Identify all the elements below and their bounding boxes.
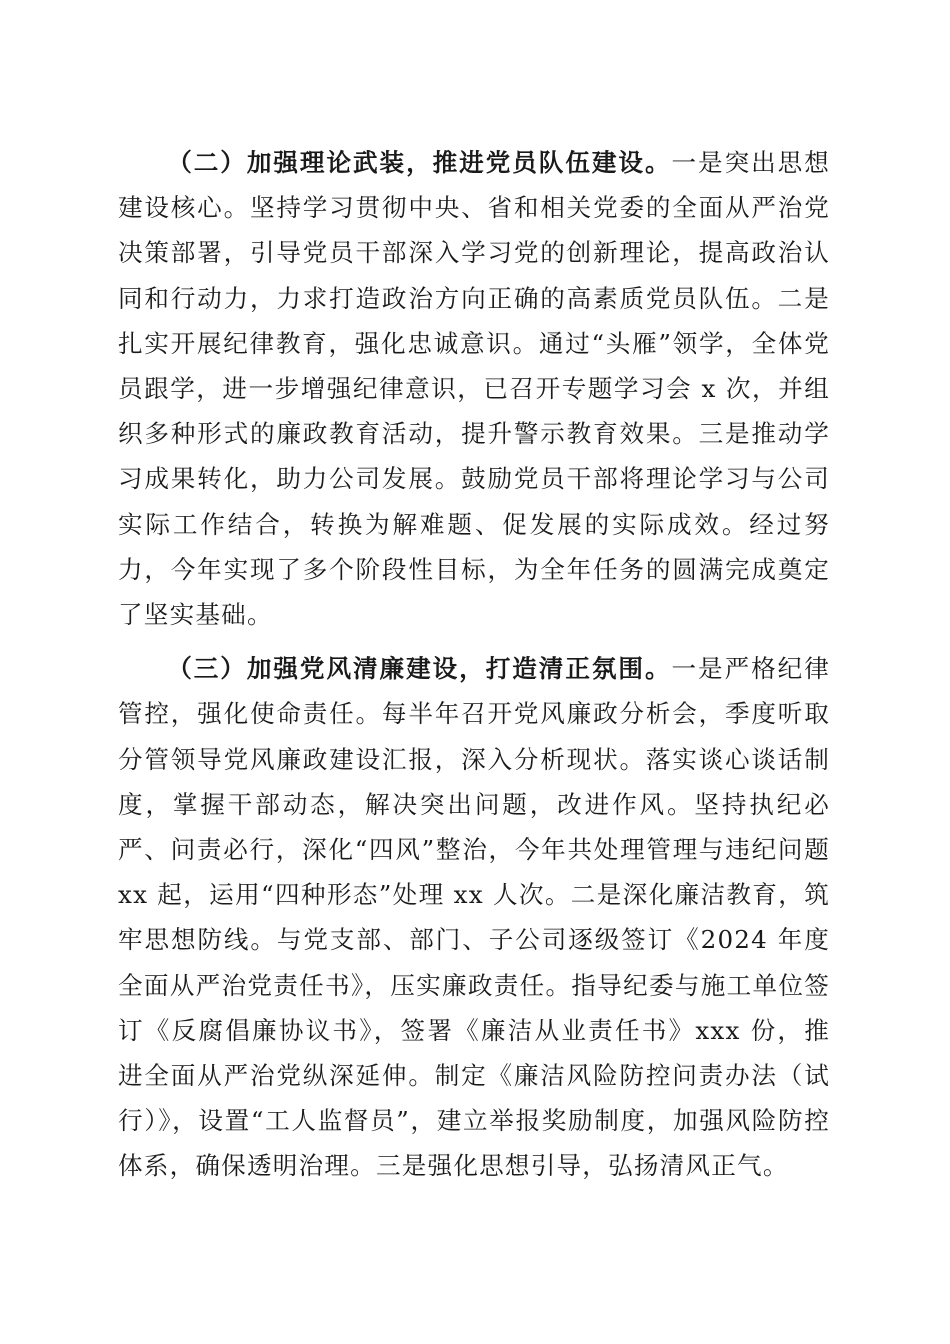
section-2-heading: （二）加强理论武装，推进党员队伍建设。 xyxy=(167,148,672,177)
section-3-heading: （三）加强党风清廉建设，打造清正氛围。 xyxy=(167,654,672,684)
section-3-body: 一是严格纪律管控，强化使命责任。每半年召开党风廉政分析会，季度听取分管领导党风廉政建设汇报，深入分析现状。落实谈心谈话制度，掌握干部动态，解决突出问题，改进作风。坚持执纪必严、问责必行，深化“四风”整治，今年共处理管理与违纪问题 xx 起，运用“四种形态”处理 xx 人次。二是深化廉洁教育，筑牢思想防线。与党支部、部门、子公司逐级签订《2024 年度全面从严治党责任书》，压实廉政责任。指导纪委与施工单位签订《反腐倡廉协议书》，签署《廉洁从业责任书》xxx 份，推进全面从严治党纵深延伸。制定《廉洁风险防控问责办法（试行）》，设置“工人监督员”，建立举报奖励制度，加强风险防控体系，确保透明治理。三是强化思想引导，弘扬清风正气。 xyxy=(118,654,830,1181)
document-body xyxy=(118,140,830,1198)
section-2-body: 一是突出思想建设核心。坚持学习贯彻中央、省和相关党委的全面从严治党决策部署，引导党员干部深入学习党的创新理论，提高政治认同和行动力，力求打造政治方向正确的高素质党员队伍。二是扎实开展纪律教育，强化忠诚意识。通过“头雁”领学，全体党员跟学，进一步增强纪律意识，已召开专题学习会 x 次，并组织多种形式的廉政教育活动，提升警示教育效果。三是推动学习成果转化，助力公司发展。鼓励党员干部将理论学习与公司实际工作结合，转换为解难题、促发展的实际成效。经过努力，今年实现了多个阶段性目标，为全年任务的圆满完成奠定了坚实基础。 xyxy=(118,148,830,630)
paragraph-section-2 xyxy=(118,140,830,637)
paragraph-section-3 xyxy=(118,646,830,1188)
